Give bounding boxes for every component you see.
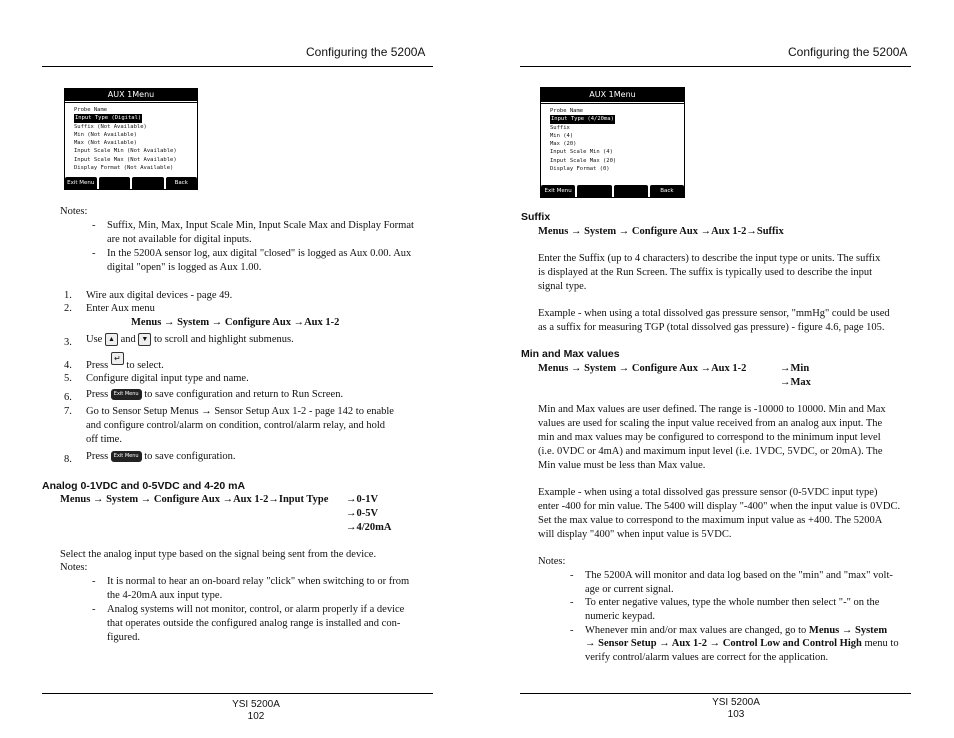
- menu-item: Suffix (Not Available): [74, 123, 147, 130]
- menu-item: Input Scale Max (20): [550, 157, 617, 164]
- exit-menu-key-icon: Exit Menu: [111, 451, 142, 462]
- paragraph-line: Min and Max values are user defined. The range is -10000 to 10000. Min and Max: [538, 404, 886, 415]
- step-text: and configure control/alarm on condition, control/alarm relay, and hold: [86, 420, 386, 431]
- screen-menu-list: [65, 102, 197, 180]
- step-text: Go to Sensor Setup Menus → Sensor Setup Aux 1-2 - page 142 to enable: [86, 406, 394, 417]
- note-text: It is normal to hear an on-board relay "click" when switching to or from: [107, 576, 410, 587]
- step-8: [86, 450, 235, 464]
- note-text: age or current signal.: [585, 584, 674, 595]
- step-text: Press: [86, 360, 109, 371]
- screen-menu-list: [541, 103, 684, 187]
- paragraph-line: will display "400" when input value is 5VDC.: [538, 529, 732, 540]
- notes-label: Notes:: [60, 562, 88, 573]
- step-3: [86, 333, 294, 347]
- exit-menu-softkey: Exit Menu: [65, 177, 97, 189]
- menu-path: Menus → System → Configure Aux →Aux 1-2→Input Type: [60, 494, 329, 505]
- footer-model: YSI 5200A: [712, 697, 760, 708]
- note-line: [585, 624, 887, 638]
- step-text: to select.: [126, 360, 164, 371]
- down-arrow-icon: ▼: [138, 333, 151, 346]
- step-number: 4.: [64, 360, 72, 371]
- section-heading-analog: Analog 0-1VDC and 0-5VDC and 4-20 mA: [42, 480, 246, 492]
- section-heading-minmax: Min and Max values: [521, 348, 620, 360]
- menu-item: Max (20): [550, 141, 577, 148]
- note-text: the 4-20mA aux input type.: [107, 590, 223, 601]
- menu-path: Menus → System → Configure Aux →Aux 1-2: [131, 317, 340, 328]
- step-text: Press: [86, 451, 109, 462]
- note-text: Suffix, Min, Max, Input Scale Min, Input Scale Max and Display Format: [107, 220, 414, 231]
- step-number: 1.: [64, 290, 72, 301]
- note-text: that operates outside the configured analog range is installed and con-: [107, 618, 401, 629]
- note-dash: -: [92, 220, 96, 231]
- note-text: In the 5200A sensor log, aux digital "closed" is logged as Aux 0.00. Aux: [107, 248, 412, 259]
- paragraph-line: values are used for scaling the input value received from an analog aux input. The: [538, 418, 883, 429]
- softkey-row: [541, 185, 684, 197]
- page-number: 103: [727, 709, 745, 720]
- menu-item-selected: Input Type (Digital): [75, 115, 142, 122]
- menu-item-selected: Input Type (4/20ma): [551, 116, 614, 123]
- option: →Max: [780, 377, 811, 388]
- option: →Min: [780, 363, 810, 374]
- step-text: Configure digital input type and name.: [86, 373, 249, 384]
- paragraph-line: min and max values may be configured to correspond to the minimum input level: [538, 432, 881, 443]
- step-text: off time.: [86, 434, 122, 445]
- header-rule-left: [42, 66, 433, 67]
- note-text: verify control/alarm values are correct for the application.: [585, 652, 829, 663]
- step-text: Press: [86, 389, 109, 400]
- note-bold-path: Menus → System: [808, 625, 888, 636]
- notes-label: Notes:: [60, 206, 88, 217]
- section-heading-suffix: Suffix: [521, 211, 551, 223]
- note-bold-path: → Sensor Setup → Aux 1-2 → Control Low and Control High: [585, 638, 862, 649]
- footer-rule-left: [42, 693, 433, 694]
- blank-softkey: [132, 177, 164, 189]
- note-dash: -: [570, 570, 574, 581]
- note-text: Whenever min and/or max values are changed, go to: [585, 625, 807, 636]
- paragraph-line: enter -400 for min value. The 5400 will display "-400" when the input value is 0VDC.: [538, 501, 901, 512]
- step-text: to scroll and highlight submenus.: [154, 334, 294, 345]
- step-text: to save configuration and return to Run Screen.: [144, 389, 344, 400]
- paragraph-line: Example - when using a total dissolved gas pressure sensor, "mmHg" could be used: [538, 308, 890, 319]
- menu-item: Input Scale Min (Not Available): [74, 148, 177, 155]
- aux-menu-screen-left: [64, 88, 198, 190]
- note-line: [585, 637, 899, 651]
- note-text: digital "open" is logged as Aux 1.00.: [107, 262, 262, 273]
- note-dash: -: [92, 576, 96, 587]
- exit-menu-softkey: Exit Menu: [541, 185, 575, 197]
- note-dash: -: [92, 248, 96, 259]
- step-text: Use: [86, 334, 103, 345]
- paragraph-line: (i.e. 0VDC or 4mA) and maximum input level (i.e. 1VDC, 5VDC, or 20mA). The: [538, 446, 883, 457]
- paragraph-line: as a suffix for measuring TGP (total dissolved gas pressure) - figure 4.6, page 105.: [538, 322, 885, 333]
- menu-item: Min (Not Available): [74, 131, 137, 138]
- blank-softkey: [614, 185, 648, 197]
- menu-item: Input Scale Min (4): [550, 149, 613, 156]
- menu-item: Display Format (Not Available): [74, 165, 174, 172]
- paragraph-line: signal type.: [538, 281, 587, 292]
- step-text: and: [120, 334, 136, 345]
- menu-item: Min (4): [550, 132, 574, 139]
- step-number: 8.: [64, 454, 72, 465]
- step-number: 7.: [64, 406, 72, 417]
- option: →0-5V: [346, 508, 379, 519]
- menu-item: Display Format (0): [550, 166, 610, 173]
- notes-label: Notes:: [538, 556, 566, 567]
- step-number: 3.: [64, 337, 72, 348]
- header-rule-right: [520, 66, 911, 67]
- screen-title: AUX 1Menu: [541, 88, 684, 102]
- menu-path: Menus → System → Configure Aux →Aux 1-2: [538, 363, 747, 374]
- note-text: figured.: [107, 632, 140, 643]
- note-dash: -: [92, 604, 96, 615]
- menu-item: Probe Name: [74, 107, 108, 113]
- footer-model: YSI 5200A: [232, 699, 280, 710]
- page-header-right: Configuring the 5200A: [788, 45, 908, 59]
- blank-softkey: [99, 177, 131, 189]
- footer-left: [206, 699, 306, 723]
- enter-key-icon: ↵: [111, 352, 124, 365]
- note-text: To enter negative values, type the whole number then select "-" on the: [585, 597, 880, 608]
- menu-path: Menus → System → Configure Aux →Aux 1-2→Suffix: [538, 226, 784, 237]
- footer-right: [686, 697, 786, 721]
- blank-softkey: [577, 185, 611, 197]
- step-text: Enter Aux menu: [86, 303, 155, 314]
- option: →0-1V: [346, 494, 379, 505]
- menu-item: Suffix: [550, 124, 570, 131]
- menu-item: Input Scale Max (Not Available): [74, 156, 177, 163]
- step-4: [86, 352, 164, 371]
- back-softkey: Back: [650, 185, 684, 197]
- softkey-row: [65, 177, 197, 189]
- note-text: are not available for digital inputs.: [107, 234, 252, 245]
- paragraph-line: Min value must be less than Max value.: [538, 460, 706, 471]
- step-number: 2.: [64, 303, 72, 314]
- note-text: menu to: [864, 638, 899, 649]
- aux-menu-screen-right: [540, 87, 685, 198]
- paragraph-line: Enter the Suffix (up to 4 characters) to describe the input type or units. The suffix: [538, 253, 881, 264]
- paragraph-line: is displayed at the Run Screen. The suffix is typically used to describe the input: [538, 267, 873, 278]
- page-number: 102: [247, 711, 265, 722]
- step-number: 6.: [64, 392, 72, 403]
- step-text: to save configuration.: [144, 451, 236, 462]
- note-text: Analog systems will not monitor, control, or alarm properly if a device: [107, 604, 405, 615]
- paragraph: Select the analog input type based on the signal being sent from the device.: [60, 549, 377, 560]
- screen-title: AUX 1Menu: [65, 89, 197, 101]
- note-text: numeric keypad.: [585, 611, 655, 622]
- note-dash: -: [570, 597, 574, 608]
- step-text: Wire aux digital devices - page 49.: [86, 290, 233, 301]
- note-text: The 5200A will monitor and data log based on the "min" and "max" volt-: [585, 570, 893, 581]
- exit-menu-key-icon: Exit Menu: [111, 389, 142, 400]
- step-6: [86, 388, 343, 402]
- menu-item: Probe Name: [550, 108, 584, 114]
- up-arrow-icon: ▲: [105, 333, 118, 346]
- page-header-left: Configuring the 5200A: [306, 45, 426, 59]
- paragraph-line: Example - when using a total dissolved gas pressure sensor (0-5VDC input type): [538, 487, 878, 498]
- paragraph-line: Set the max value to correspond to the maximum input value as +400. The 5200A: [538, 515, 883, 526]
- menu-item: Max (Not Available): [74, 140, 137, 147]
- option: →4/20mA: [346, 522, 392, 533]
- note-dash: -: [570, 625, 574, 636]
- footer-rule-right: [520, 693, 911, 694]
- back-softkey: Back: [166, 177, 198, 189]
- step-number: 5.: [64, 373, 72, 384]
